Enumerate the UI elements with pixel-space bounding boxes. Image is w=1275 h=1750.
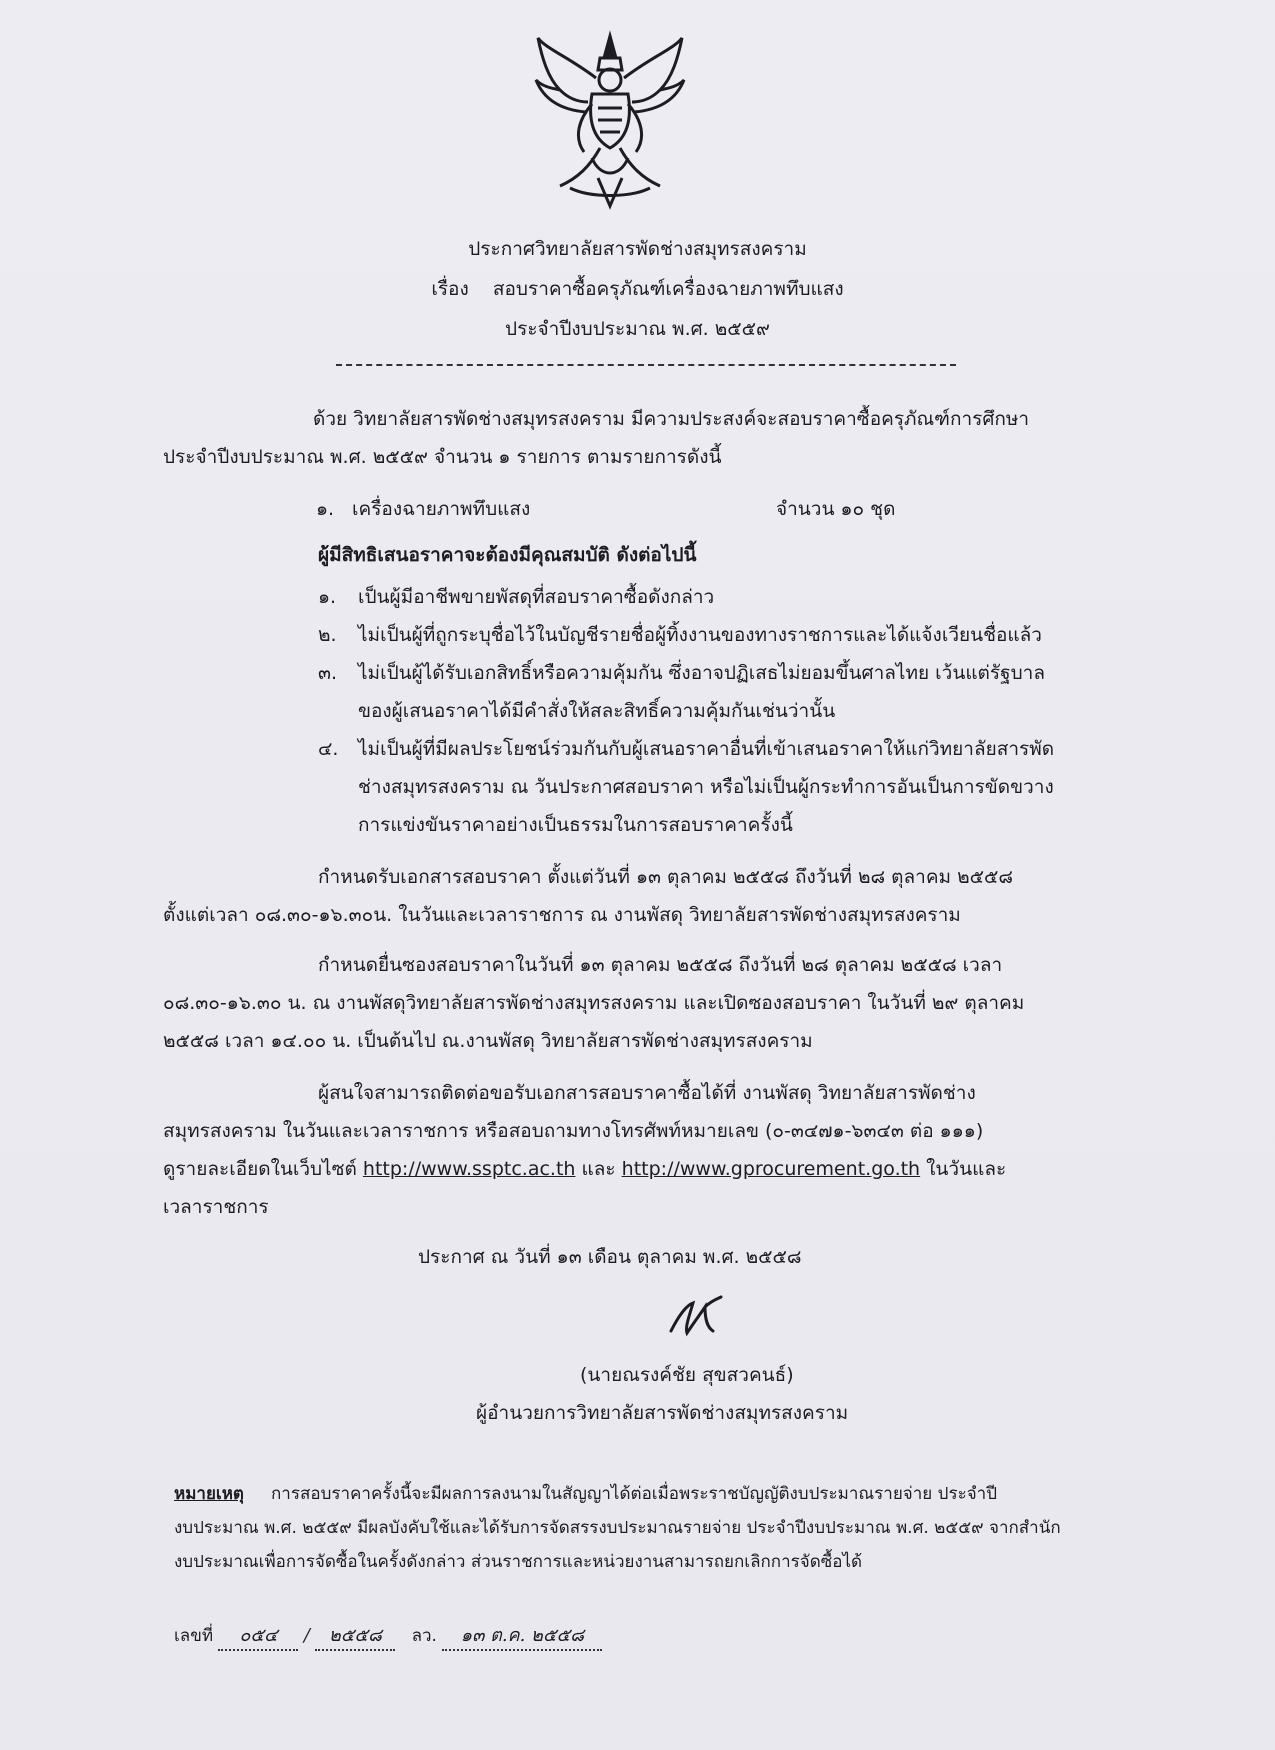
ref-year: ๒๕๕๘ (315, 1620, 395, 1651)
signer-position: ผู้อำนวยการวิทยาลัยสารพัดช่างสมุทรสงคราม (476, 1402, 849, 1424)
qualification-text: เป็นผู้มีอาชีพขายพัสดุที่สอบราคาซื้อดังกล่าว (358, 586, 715, 608)
item-number: ๑. (316, 498, 335, 520)
submit-line-2: ๐๘.๓๐-๑๖.๓๐ น. ณ งานพัสดุวิทยาลัยสารพัดช่างสมุทรสงคราม และเปิดซองสอบราคา ในวันที่ ๒๙ ตุลาคม (163, 992, 1025, 1014)
submit-line-3: ๒๕๕๘ เวลา ๑๔.๐๐ น. เป็นต้นไป ณ.งานพัสดุ วิทยาลัยสารพัดช่างสมุทรสงคราม (163, 1030, 813, 1052)
fiscal-year: ประจำปีงบประมาณ พ.ศ. ๒๕๕๙ (505, 318, 770, 340)
item-quantity: จำนวน ๑๐ ชุด (776, 498, 896, 520)
qualifications-heading: ผู้มีสิทธิเสนอราคาจะต้องมีคุณสมบัติ ดังต่อไปนี้ (318, 544, 697, 566)
note-label: หมายเหตุ (174, 1484, 244, 1504)
contact-text: ดูรายละเอียดในเว็บไซต์ (163, 1158, 357, 1180)
note-text: การสอบราคาครั้งนี้จะมีผลการลงนามในสัญญาได้ต่อเมื่อพระราชบัญญัติงบประมาณรายจ่าย ประจำปี (271, 1484, 998, 1504)
ref-date: ๑๓ ต.ค. ๒๕๕๘ (442, 1620, 602, 1651)
gprocurement-link[interactable]: http://www.gprocurement.go.th (621, 1158, 921, 1180)
note-line-1 (174, 1480, 997, 1507)
qualification-text: ไม่เป็นผู้ที่ถูกระบุชื่อไว้ในบัญชีรายชื่อผู้ทิ้งงานของทางราชการและได้แจ้งเวียนชื่อแล้ว (358, 624, 1042, 646)
ref-number: ๐๕๔ (218, 1620, 298, 1651)
document-title: ประกาศวิทยาลัยสารพัดช่างสมุทรสงคราม (468, 238, 807, 260)
qualification-number: ๔. (318, 738, 339, 760)
intro-line-2: ประจำปีงบประมาณ พ.ศ. ๒๕๕๙ จำนวน ๑ รายการ ตามรายการดังนี้ (163, 446, 722, 468)
intro-line-1: ด้วย วิทยาลัยสารพัดช่างสมุทรสงคราม มีความประสงค์จะสอบราคาซื้อครุภัณฑ์การศึกษา (313, 408, 1030, 430)
contact-line-4: เวลาราชการ (163, 1196, 269, 1218)
note-line-2: งบประมาณ พ.ศ. ๒๕๕๙ มีผลบังคับใช้และได้รับการจัดสรรงบประมาณรายจ่าย ประจำปีงบประมาณ พ.ศ. ๒๕๕๙ จากสำนัก (174, 1518, 1061, 1538)
ref-label: เลขที่ (174, 1626, 214, 1646)
document-subject (0, 274, 1275, 304)
contact-line-2: สมุทรสงคราม ในวันและเวลาราชการ หรือสอบถามทางโทรศัพท์หมายเลข (๐-๓๔๗๑-๖๓๔๓ ต่อ ๑๑๑) (163, 1120, 984, 1142)
announce-date: ประกาศ ณ วันที่ ๑๓ เดือน ตุลาคม พ.ศ. ๒๕๕๘ (418, 1246, 802, 1268)
contact-line-3 (163, 1154, 1006, 1184)
qualification-text: การแข่งขันราคาอย่างเป็นธรรมในการสอบราคาครั้งนี้ (358, 814, 793, 836)
submit-line-1: กำหนดยื่นซองสอบราคาในวันที่ ๑๓ ตุลาคม ๒๕๕๘ ถึงวันที่ ๒๘ ตุลาคม ๒๕๕๘ เวลา (318, 954, 1003, 976)
qualification-number: ๒. (318, 624, 337, 646)
contact-text: และ (581, 1158, 616, 1180)
item-name: เครื่องฉายภาพทึบแสง (352, 498, 531, 520)
note-line-3: งบประมาณเพื่อการจัดซื้อในครั้งดังกล่าว ส่วนราชการและหน่วยงานสามารถยกเลิกการจัดซื้อได้ (174, 1552, 863, 1572)
qualification-text: ของผู้เสนอราคาได้มีคำสั่งให้สละสิทธิ์ความคุ้มกันเช่นว่านั้น (358, 700, 836, 722)
reference-line: เลขที่ ๐๕๔ / ๒๕๕๘ ลว. ๑๓ ต.ค. ๒๕๕๘ (174, 1620, 602, 1651)
signer-name: (นายณรงค์ชัย สุขสวคนธ์) (580, 1364, 794, 1386)
contact-text: ในวันและ (926, 1158, 1007, 1180)
qualification-text: ไม่เป็นผู้ได้รับเอกสิทธิ์หรือความคุ้มกัน ซึ่งอาจปฏิเสธไม่ยอมขึ้นศาลไทย เว้นแต่รัฐบาล (358, 662, 1045, 684)
qualification-number: ๓. (318, 662, 338, 684)
contact-line-1: ผู้สนใจสามารถติดต่อขอรับเอกสารสอบราคาซื้อได้ที่ งานพัสดุ วิทยาลัยสารพัดช่าง (318, 1082, 976, 1104)
docs-line-2: ตั้งแต่เวลา ๐๘.๓๐-๑๖.๓๐น. ในวันและเวลาราชการ ณ งานพัสดุ วิทยาลัยสารพัดช่างสมุทรสงคราม (163, 904, 961, 926)
docs-line-1: กำหนดรับเอกสารสอบราคา ตั้งแต่วันที่ ๑๓ ตุลาคม ๒๕๕๘ ถึงวันที่ ๒๘ ตุลาคม ๒๕๕๘ (318, 866, 1014, 888)
garuda-emblem-icon (530, 28, 690, 213)
qualification-text: ช่างสมุทรสงคราม ณ วันประกาศสอบราคา หรือไม่เป็นผู้กระทำการอันเป็นการขัดขวาง (358, 776, 1054, 798)
subject-label: เรื่อง (431, 278, 469, 300)
qualification-number: ๑. (318, 586, 337, 608)
ssptc-link[interactable]: http://www.ssptc.ac.th (362, 1158, 576, 1180)
subject-text: สอบราคาซื้อครุภัณฑ์เครื่องฉายภาพทึบแสง (492, 278, 844, 300)
ref-date-label: ลว. (411, 1626, 437, 1646)
qualification-text: ไม่เป็นผู้ที่มีผลประโยชน์ร่วมกันกับผู้เสนอราคาอื่นที่เข้าเสนอราคาให้แก่วิทยาลัยสารพัด (358, 738, 1055, 760)
divider (336, 364, 956, 366)
handwritten-signature (665, 1293, 725, 1338)
